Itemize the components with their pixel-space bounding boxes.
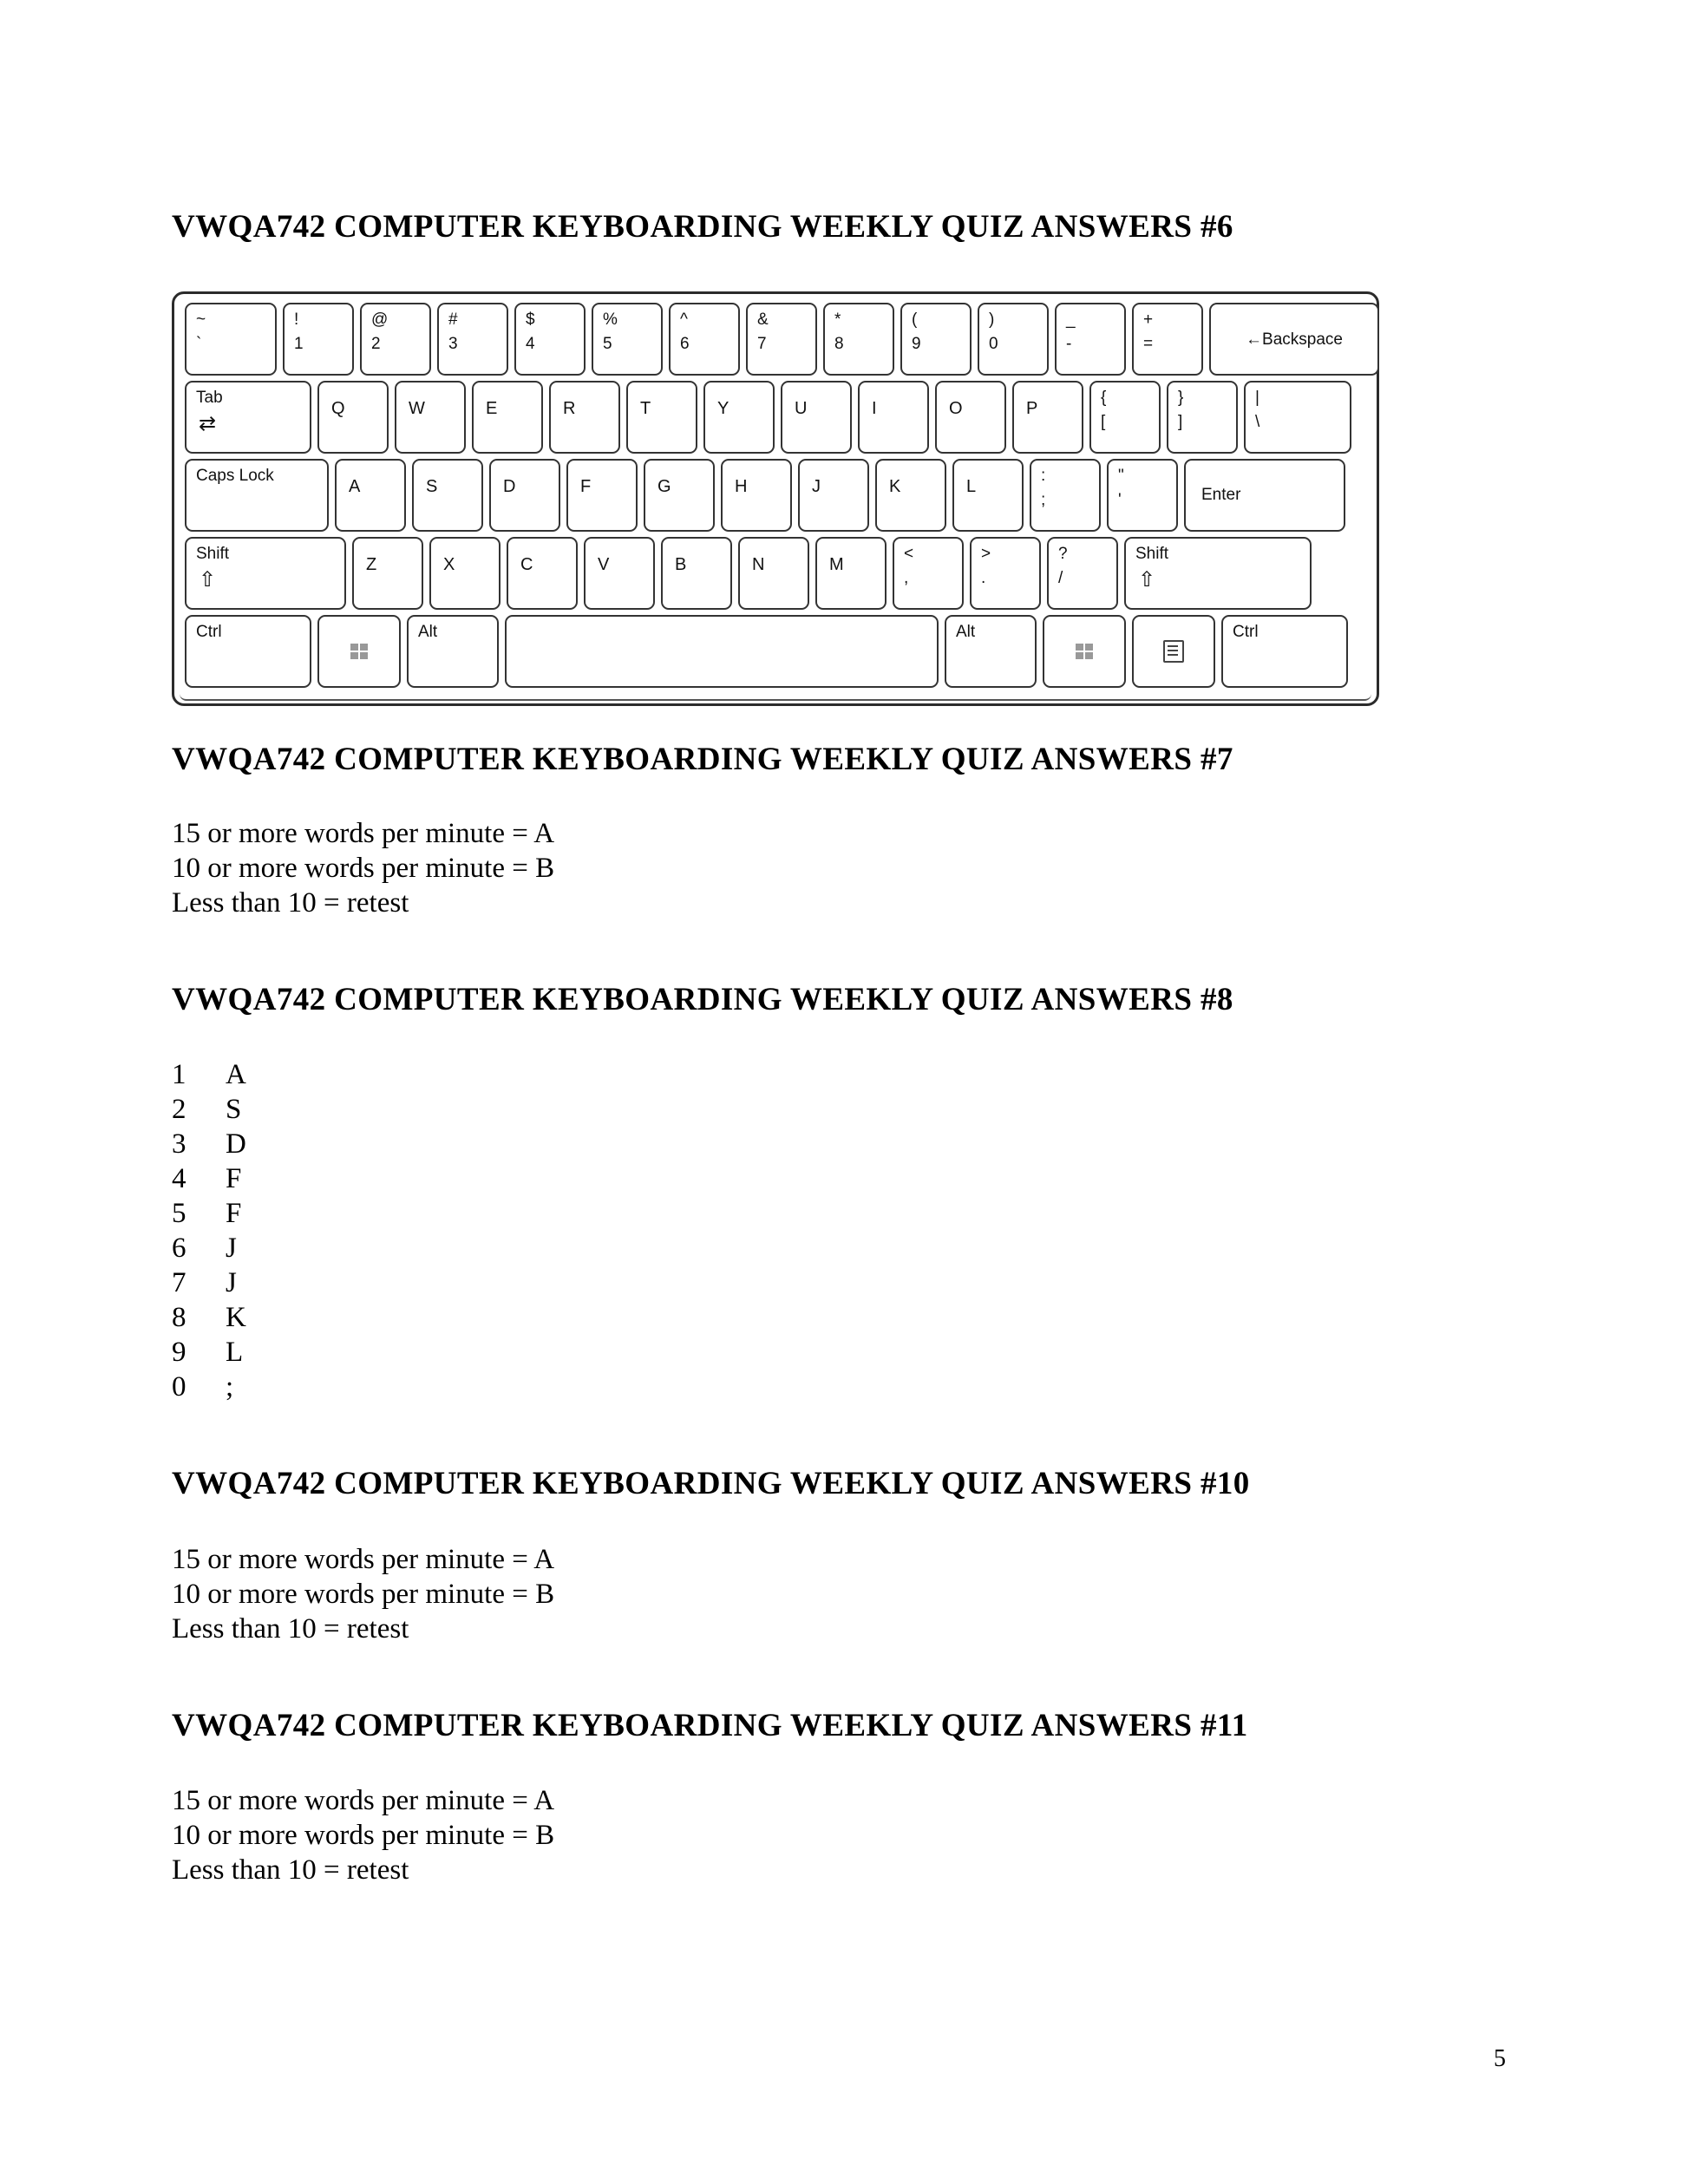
key-6-top: ^ — [680, 311, 688, 330]
item-answer: S — [226, 1094, 242, 1126]
key-minus[interactable] — [1055, 303, 1126, 376]
key-1-bottom: 1 — [294, 335, 304, 354]
key-m[interactable] — [815, 537, 887, 610]
list-item — [172, 1161, 1403, 1196]
list-item — [172, 1092, 1403, 1127]
answers-8-list — [172, 1057, 1403, 1404]
key-right-bracket[interactable] — [1167, 381, 1238, 454]
key-shift-left[interactable] — [185, 537, 346, 610]
item-answer: L — [226, 1337, 244, 1369]
left-arrow-icon: ← — [1246, 330, 1263, 350]
item-number: 5 — [172, 1198, 186, 1230]
key-h[interactable] — [721, 459, 792, 532]
key-slash[interactable] — [1047, 537, 1118, 610]
key-1-top: ! — [294, 311, 299, 330]
tab-arrows-icon: ⇄ — [199, 412, 217, 436]
key-menu[interactable] — [1132, 615, 1215, 688]
key-x-label: X — [443, 555, 455, 575]
key-slash-top: ? — [1058, 545, 1068, 564]
key-1[interactable] — [283, 303, 354, 376]
key-l[interactable] — [952, 459, 1024, 532]
item-answer: J — [226, 1233, 237, 1265]
windows-icon — [350, 644, 368, 659]
key-0[interactable] — [978, 303, 1049, 376]
key-alt-left[interactable] — [407, 615, 499, 688]
key-c[interactable] — [507, 537, 578, 610]
key-t[interactable] — [626, 381, 697, 454]
key-backspace[interactable] — [1209, 303, 1379, 376]
answers-7 — [172, 816, 1403, 920]
key-y[interactable] — [703, 381, 775, 454]
key-a-label: A — [349, 477, 361, 497]
key-quote[interactable] — [1107, 459, 1178, 532]
item-answer: J — [226, 1267, 237, 1299]
key-ctrl-left-label: Ctrl — [196, 623, 222, 642]
key-p-label: P — [1026, 399, 1038, 419]
item-number: 6 — [172, 1233, 186, 1265]
key-v-label: V — [598, 555, 610, 575]
key-2-top: @ — [371, 311, 389, 330]
key-equals-top: + — [1143, 311, 1154, 330]
key-w-label: W — [409, 399, 425, 419]
key-g[interactable] — [644, 459, 715, 532]
key-caps-lock-label: Caps Lock — [196, 467, 274, 486]
key-k[interactable] — [875, 459, 946, 532]
keyboard-home-row — [185, 459, 1366, 532]
keyboard-bottom-row — [185, 537, 1366, 610]
key-z-label: Z — [366, 555, 377, 575]
item-number: 9 — [172, 1337, 186, 1369]
key-h-label: H — [735, 477, 748, 497]
page-title-8: VWQA742 COMPUTER KEYBOARDING WEEKLY QUIZ ANSWERS #8 — [172, 981, 1233, 1017]
key-z[interactable] — [352, 537, 423, 610]
shift-up-arrow-icon: ⇧ — [199, 568, 217, 592]
key-backtick-top: ~ — [196, 311, 206, 330]
key-6[interactable] — [669, 303, 740, 376]
key-8[interactable] — [823, 303, 894, 376]
key-backtick[interactable] — [185, 303, 277, 376]
key-left-bracket-bottom: [ — [1101, 413, 1106, 432]
keyboard-top-row — [185, 381, 1366, 454]
menu-icon — [1163, 640, 1184, 663]
answer-line: 15 or more words per minute = A — [172, 1784, 555, 1816]
key-r-label: R — [563, 399, 576, 419]
keyboard-number-row — [185, 303, 1366, 376]
key-period-bottom: . — [981, 569, 986, 588]
key-shift-right-label: Shift — [1135, 545, 1169, 564]
page-title-11: VWQA742 COMPUTER KEYBOARDING WEEKLY QUIZ ANSWERS #11 — [172, 1707, 1248, 1743]
key-equals-bottom: = — [1143, 335, 1154, 354]
key-u[interactable] — [781, 381, 852, 454]
keyboard-modifier-row — [185, 615, 1366, 688]
key-2[interactable] — [360, 303, 431, 376]
answer-line: 10 or more words per minute = B — [172, 1578, 555, 1610]
item-answer: ; — [226, 1371, 234, 1403]
windows-icon — [1076, 644, 1093, 659]
answer-line: Less than 10 = retest — [172, 886, 409, 919]
key-backslash-top: | — [1255, 389, 1259, 408]
key-ctrl-right[interactable] — [1221, 615, 1348, 688]
list-item — [172, 1265, 1403, 1300]
key-left-bracket-top: { — [1101, 389, 1107, 408]
page-title-10: VWQA742 COMPUTER KEYBOARDING WEEKLY QUIZ ANSWERS #10 — [172, 1466, 1250, 1502]
key-x[interactable] — [429, 537, 501, 610]
answer-line: 15 or more words per minute = A — [172, 817, 555, 849]
answers-11 — [172, 1783, 1403, 1887]
key-8-top: * — [834, 311, 841, 330]
key-b-label: B — [675, 555, 687, 575]
key-o-label: O — [949, 399, 963, 419]
item-number: 0 — [172, 1371, 186, 1403]
list-item — [172, 1127, 1403, 1161]
list-item — [172, 1300, 1403, 1335]
item-number: 7 — [172, 1267, 186, 1299]
key-4[interactable] — [514, 303, 586, 376]
page-title-7: VWQA742 COMPUTER KEYBOARDING WEEKLY QUIZ ANSWERS #7 — [172, 742, 1233, 778]
list-item — [172, 1196, 1403, 1231]
shift-up-arrow-icon: ⇧ — [1138, 568, 1156, 592]
answer-line: 15 or more words per minute = A — [172, 1543, 555, 1575]
item-answer: K — [226, 1302, 246, 1334]
key-c-label: C — [520, 555, 533, 575]
list-item — [172, 1335, 1403, 1370]
key-e[interactable] — [472, 381, 543, 454]
key-backslash[interactable] — [1244, 381, 1351, 454]
key-9-bottom: 9 — [912, 335, 921, 354]
key-7-bottom: 7 — [757, 335, 767, 354]
key-3-top: # — [448, 311, 458, 330]
key-f-label: F — [580, 477, 592, 497]
key-9-top: ( — [912, 311, 918, 330]
key-5-top: % — [603, 311, 618, 330]
key-5-bottom: 5 — [603, 335, 612, 354]
list-item — [172, 1370, 1403, 1404]
page-title-6: VWQA742 COMPUTER KEYBOARDING WEEKLY QUIZ ANSWERS #6 — [172, 209, 1233, 245]
key-q-label: Q — [331, 399, 345, 419]
key-backtick-bottom: ` — [196, 335, 202, 354]
list-item — [172, 1231, 1403, 1265]
key-r[interactable] — [549, 381, 620, 454]
key-period-top: > — [981, 545, 991, 564]
item-answer: A — [226, 1059, 246, 1091]
key-equals[interactable] — [1132, 303, 1203, 376]
item-answer: D — [226, 1128, 246, 1161]
answer-line: Less than 10 = retest — [172, 1854, 409, 1886]
key-u-label: U — [795, 399, 808, 419]
key-quote-bottom: ' — [1118, 491, 1122, 510]
page-number: 5 — [1494, 2045, 1506, 2072]
key-comma-top: < — [904, 545, 914, 564]
key-windows-left[interactable] — [317, 615, 401, 688]
key-3[interactable] — [437, 303, 508, 376]
key-windows-right[interactable] — [1043, 615, 1126, 688]
key-i[interactable] — [858, 381, 929, 454]
key-p[interactable] — [1012, 381, 1083, 454]
key-n[interactable] — [738, 537, 809, 610]
answer-line: Less than 10 = retest — [172, 1612, 409, 1645]
key-y-label: Y — [717, 399, 730, 419]
key-j-label: J — [812, 477, 821, 497]
key-ctrl-right-label: Ctrl — [1233, 623, 1259, 642]
key-ctrl-left[interactable] — [185, 615, 311, 688]
key-j[interactable] — [798, 459, 869, 532]
key-backspace-text: Backspace — [1262, 330, 1343, 350]
key-7-top: & — [757, 311, 769, 330]
key-4-bottom: 4 — [526, 335, 535, 354]
key-7[interactable] — [746, 303, 817, 376]
key-n-label: N — [752, 555, 765, 575]
key-s[interactable] — [412, 459, 483, 532]
key-b[interactable] — [661, 537, 732, 610]
key-comma-bottom: , — [904, 569, 909, 588]
item-number: 8 — [172, 1302, 186, 1334]
key-shift-right[interactable] — [1124, 537, 1312, 610]
key-s-label: S — [426, 477, 438, 497]
key-4-top: $ — [526, 311, 535, 330]
key-8-bottom: 8 — [834, 335, 844, 354]
keyboard-figure — [172, 291, 1386, 706]
key-semicolon-bottom: ; — [1041, 491, 1046, 510]
key-right-bracket-top: } — [1178, 389, 1184, 408]
key-w[interactable] — [395, 381, 466, 454]
key-period[interactable] — [970, 537, 1041, 610]
item-number: 2 — [172, 1094, 186, 1126]
key-comma[interactable] — [893, 537, 964, 610]
key-quote-top: " — [1118, 467, 1124, 486]
key-5[interactable] — [592, 303, 663, 376]
key-alt-right-label: Alt — [956, 623, 976, 642]
key-i-label: I — [872, 399, 877, 419]
key-f[interactable] — [566, 459, 638, 532]
item-answer: F — [226, 1198, 242, 1230]
item-number: 4 — [172, 1163, 186, 1195]
key-2-bottom: 2 — [371, 335, 381, 354]
key-backspace-label — [1211, 330, 1377, 350]
key-minus-bottom: - — [1066, 335, 1072, 354]
key-right-bracket-bottom: ] — [1178, 413, 1183, 432]
key-alt-right[interactable] — [945, 615, 1037, 688]
key-minus-top: _ — [1066, 311, 1076, 330]
key-9[interactable] — [900, 303, 972, 376]
key-enter-label: Enter — [1201, 486, 1241, 505]
key-space[interactable] — [505, 615, 939, 688]
key-0-top: ) — [989, 311, 995, 330]
key-l-label: L — [966, 477, 977, 497]
answer-line: 10 or more words per minute = B — [172, 852, 555, 884]
key-q[interactable] — [317, 381, 389, 454]
item-number: 1 — [172, 1059, 186, 1091]
key-o[interactable] — [935, 381, 1006, 454]
key-alt-left-label: Alt — [418, 623, 438, 642]
key-v[interactable] — [584, 537, 655, 610]
answers-10 — [172, 1542, 1403, 1646]
key-g-label: G — [658, 477, 671, 497]
key-6-bottom: 6 — [680, 335, 690, 354]
key-d[interactable] — [489, 459, 560, 532]
item-number: 3 — [172, 1128, 186, 1161]
key-e-label: E — [486, 399, 498, 419]
keyboard-diagram — [172, 291, 1379, 706]
key-left-bracket[interactable] — [1089, 381, 1161, 454]
list-item — [172, 1057, 1403, 1092]
key-slash-bottom: / — [1058, 569, 1063, 588]
document-content — [172, 208, 1403, 1887]
key-shift-left-label: Shift — [196, 545, 230, 564]
key-enter[interactable] — [1184, 459, 1345, 532]
key-t-label: T — [640, 399, 651, 419]
key-k-label: K — [889, 477, 901, 497]
key-tab-label: Tab — [196, 389, 223, 408]
key-tab[interactable] — [185, 381, 311, 454]
answer-line: 10 or more words per minute = B — [172, 1819, 555, 1851]
key-backslash-bottom: \ — [1255, 413, 1260, 432]
key-semicolon-top: : — [1041, 467, 1046, 486]
key-3-bottom: 3 — [448, 335, 458, 354]
item-answer: F — [226, 1163, 242, 1195]
key-m-label: M — [829, 555, 844, 575]
key-semicolon[interactable] — [1030, 459, 1101, 532]
key-a[interactable] — [335, 459, 406, 532]
key-caps-lock[interactable] — [185, 459, 329, 532]
key-0-bottom: 0 — [989, 335, 998, 354]
key-d-label: D — [503, 477, 516, 497]
